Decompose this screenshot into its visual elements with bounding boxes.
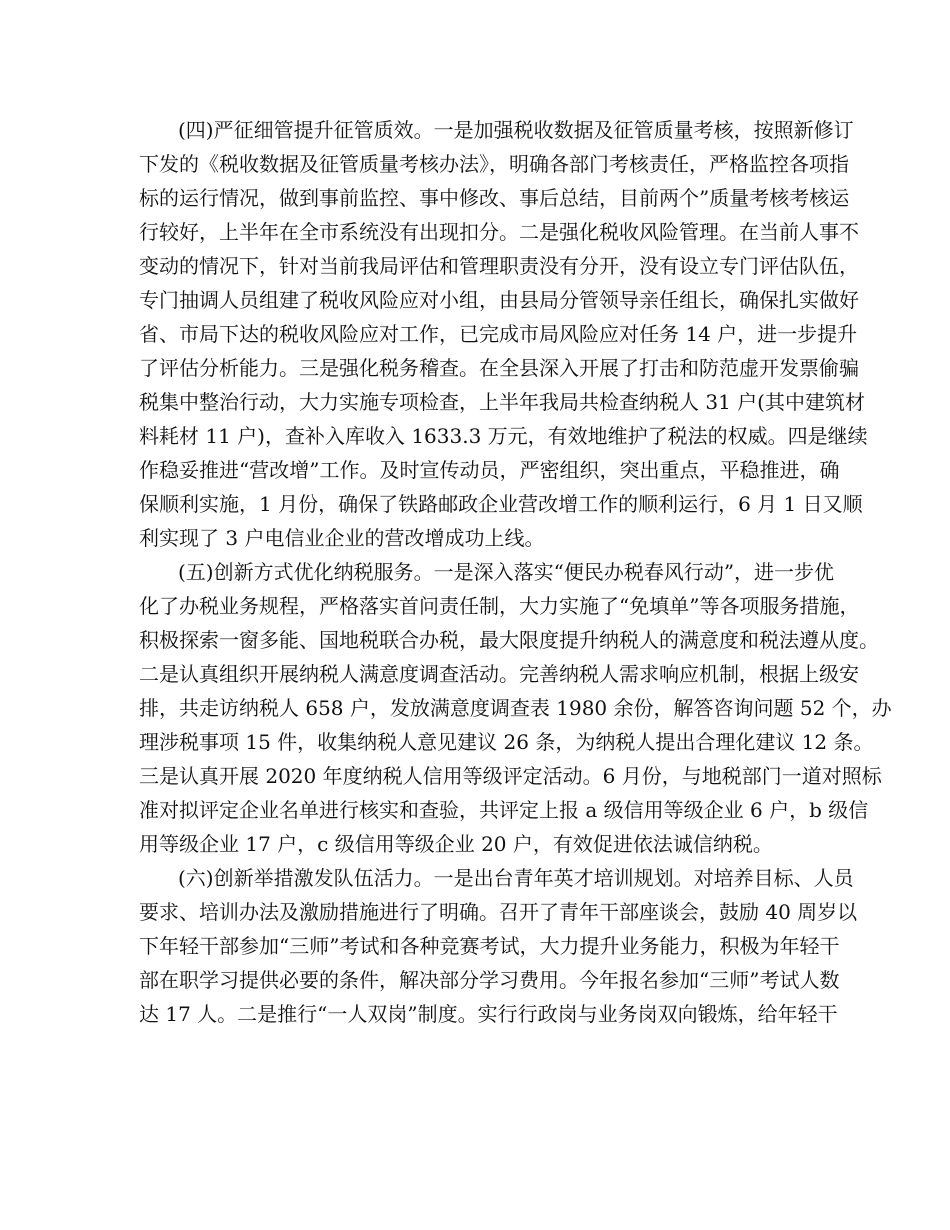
paragraph-6-line-5: 达 17 人。二是推行“一人双岗”制度。实行行政岗与业务岗双向锻炼，给年轻干 bbox=[139, 1002, 838, 1026]
paragraph-6-line-1: (六)创新举措激发队伍活力。一是出台青年英才培训规划。对培养目标、人员 bbox=[178, 866, 854, 890]
paragraph-4-line-5: 变动的情况下，针对当前我局评估和管理职责没有分开，没有设立专门评估队伍， bbox=[139, 254, 859, 278]
paragraph-4-line-2: 下发的《税收数据及征管质量考核办法》，明确各部门考核责任，严格监控各项指 bbox=[139, 152, 849, 176]
paragraph-5-line-7: 三是认真开展 2020 年度纳税人信用等级评定活动。6 月份，与地税部门一道对照标 bbox=[139, 764, 882, 788]
paragraph-5-line-1: (五)创新方式优化纳税服务。一是深入落实“便民办税春风行动”，进一步优 bbox=[178, 560, 835, 584]
paragraph-4-line-11: 作稳妥推进“营改增”工作。及时宣传动员，严密组织，突出重点，平稳推进，确 bbox=[139, 458, 840, 482]
paragraph-4-line-6: 专门抽调人员组建了税收风险应对小组，由县局分管领导亲任组长，确保扎实做好 bbox=[139, 288, 859, 312]
paragraph-4-line-10: 料耗材 11 户)，查补入库收入 1633.3 万元，有效地维护了税法的权威。四是继续 bbox=[139, 424, 868, 448]
paragraph-6-line-2: 要求、培训办法及激励措施进行了明确。召开了青年干部座谈会，鼓励 40 周岁以 bbox=[139, 900, 858, 924]
paragraph-5-line-5: 排，共走访纳税人 658 户，发放满意度调查表 1980 余份，解答咨询问题 52 个，办 bbox=[139, 696, 892, 720]
paragraph-4-line-13: 利实现了 3 户电信业企业的营改增成功上线。 bbox=[139, 526, 545, 550]
paragraph-4-line-3: 标的运行情况，做到事前监控、事中修改、事后总结，目前两个”质量考核考核运 bbox=[139, 186, 850, 210]
paragraph-5-line-2: 化了办税业务规程，严格落实首问责任制，大力实施了“免填单”等各项服务措施， bbox=[139, 594, 860, 618]
paragraph-6-line-3: 下年轻干部参加“三师”考试和各种竞赛考试，大力提升业务能力，积极为年轻干 bbox=[139, 934, 840, 958]
paragraph-5-line-8: 准对拟评定企业名单进行核实和查验，共评定上报 a 级信用等级企业 6 户，b 级信 bbox=[139, 798, 869, 822]
paragraph-4-line-1: (四)严征细管提升征管质效。一是加强税收数据及征管质量考核，按照新修订 bbox=[178, 118, 854, 142]
paragraph-4-line-4: 行较好，上半年在全市系统没有出现扣分。二是强化税收风险管理。在当前人事不 bbox=[139, 220, 859, 244]
paragraph-5-line-9: 用等级企业 17 户，c 级信用等级企业 20 户，有效促进依法诚信纳税。 bbox=[139, 832, 773, 856]
paragraph-5-line-4: 二是认真组织开展纳税人满意度调查活动。完善纳税人需求响应机制，根据上级安 bbox=[139, 662, 859, 686]
paragraph-5-line-3: 积极探索一窗多能、国地税联合办税，最大限度提升纳税人的满意度和税法遵从度。 bbox=[139, 628, 879, 652]
paragraph-4-line-7: 省、市局下达的税收风险应对工作，已完成市局风险应对任务 14 户，进一步提升 bbox=[139, 322, 858, 346]
paragraph-6-line-4: 部在职学习提供必要的条件，解决部分学习费用。今年报名参加“三师”考试人数 bbox=[139, 968, 840, 992]
paragraph-4-line-12: 保顺利实施，1 月份，确保了铁路邮政企业营改增工作的顺利运行，6 月 1 日又顺 bbox=[139, 492, 863, 516]
paragraph-5-line-6: 理涉税事项 15 件，收集纳税人意见建议 26 条，为纳税人提出合理化建议 12 条。 bbox=[139, 730, 874, 754]
paragraph-4-line-8: 了评估分析能力。三是强化税务稽查。在全县深入开展了打击和防范虚开发票偷骗 bbox=[139, 356, 859, 380]
paragraph-4-line-9: 税集中整治行动，大力实施专项检查，上半年我局共检查纳税人 31 户(其中建筑材 bbox=[139, 390, 865, 414]
